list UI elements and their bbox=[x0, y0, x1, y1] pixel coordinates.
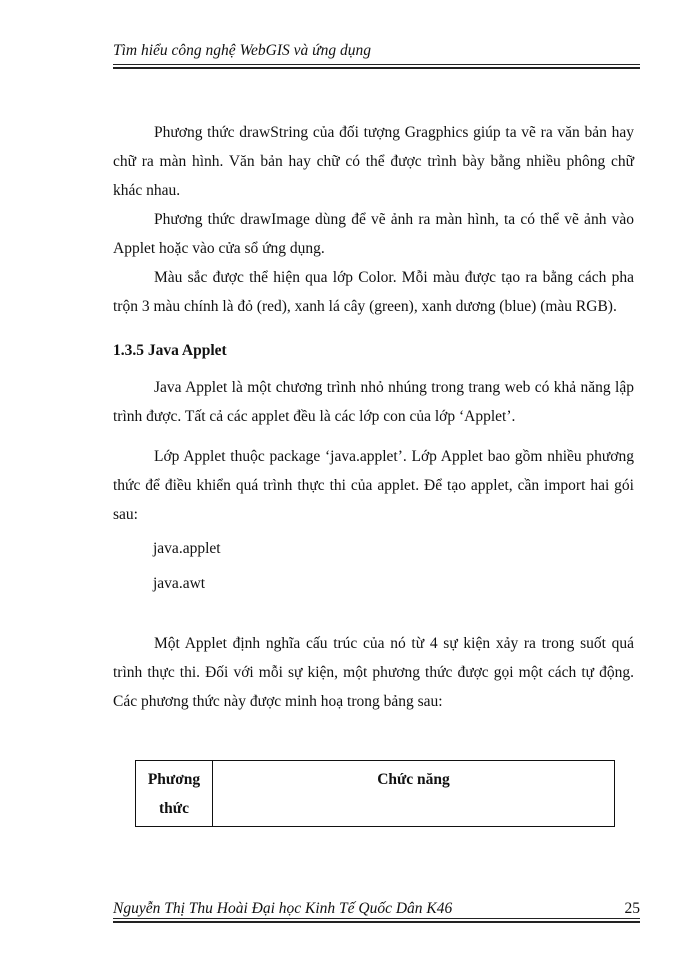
intro-paragraphs bbox=[113, 118, 634, 321]
paragraph-applet-class: Lớp Applet thuộc package ‘java.applet’. Lớp Applet bao gồm nhiều phương thức để điều khiển quá trình thực thi của applet. Để tạo applet, cần import hai gói sau: bbox=[113, 448, 634, 523]
table-header-method: Phương thức bbox=[136, 761, 213, 826]
footer-author: Nguyễn Thị Thu Hoài Đại học Kinh Tế Quốc Dân K46 bbox=[113, 900, 453, 917]
applet-events-paragraph bbox=[113, 629, 634, 716]
paragraph-drawstring: Phương thức drawString của đối tượng Gragphics giúp ta vẽ ra văn bản hay chữ ra màn hình. Văn bản hay chữ có thể được trình bày bằng nhiều phông chữ khác nhau. bbox=[113, 124, 634, 199]
import-java-applet: java.applet bbox=[153, 540, 221, 557]
paragraph-color: Màu sắc được thể hiện qua lớp Color. Mỗi màu được tạo ra bằng cách pha trộn 3 màu chính là đỏ (red), xanh lá cây (green), xanh dương (blue) (màu RGB). bbox=[113, 269, 634, 315]
paragraph-drawimage: Phương thức drawImage dùng để vẽ ảnh ra màn hình, ta có thể vẽ ảnh vào Applet hoặc vào cửa sổ ứng dụng. bbox=[113, 211, 634, 257]
page-footer bbox=[113, 899, 640, 919]
applet-paragraphs bbox=[113, 373, 634, 529]
methods-table bbox=[135, 760, 615, 827]
section-heading: 1.3.5 Java Applet bbox=[113, 342, 227, 359]
page-header: Tìm hiểu công nghệ WebGIS và ứng dụng bbox=[113, 42, 371, 59]
header-rule bbox=[113, 64, 640, 69]
paragraph-events: Một Applet định nghĩa cấu trúc của nó từ 4 sự kiện xảy ra trong suốt quá trình thực thi. Đối với mỗi sự kiện, một phương thức được gọi một cách tự động. Các phương thức này được minh hoạ trong bảng sau: bbox=[113, 635, 634, 710]
paragraph-java-applet: Java Applet là một chương trình nhỏ nhúng trong trang web có khả năng lập trình được. Tất cả các applet đều là các lớp con của lớp ‘Applet’. bbox=[113, 379, 634, 425]
page-number: 25 bbox=[624, 900, 640, 917]
import-java-awt: java.awt bbox=[153, 575, 206, 592]
footer-rule bbox=[113, 918, 640, 923]
table-header-function: Chức năng bbox=[377, 771, 450, 788]
